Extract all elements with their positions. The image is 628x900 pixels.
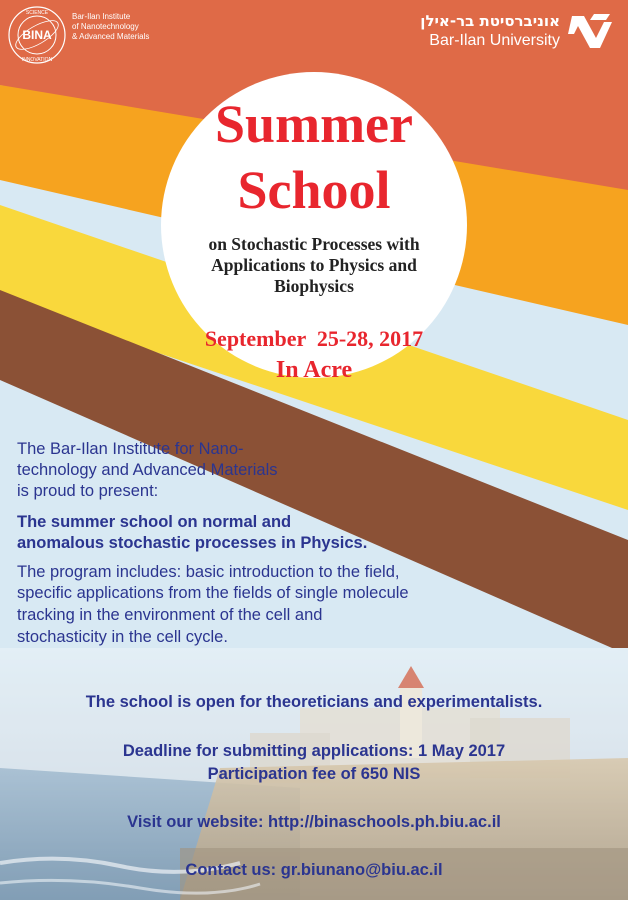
intro-line: The Bar-Ilan Institute for Nano- <box>17 440 244 458</box>
subtitle-line: Applications to Physics and <box>211 255 417 275</box>
intro-line: technology and Advanced Materials <box>17 461 278 479</box>
event-place: In Acre <box>275 357 353 383</box>
event-date: September 25-28, 2017 <box>204 326 424 351</box>
subtitle <box>166 234 462 297</box>
intro-line: is proud to present: <box>17 482 159 500</box>
bina-ring-word-top: SCIENCE <box>25 10 49 16</box>
bina-name-line: & Advanced Materials <box>72 32 150 41</box>
bina-ring-word-bottom: INNOVATION <box>21 57 53 63</box>
bina-name-line: Bar-Ilan Institute <box>72 12 131 21</box>
bina-name-line: of Nanotechnology <box>72 22 139 31</box>
intro-bold-line: The summer school on normal and <box>17 513 292 531</box>
program-line: specific applications from the fields of single molecule <box>17 584 409 602</box>
title-school: School <box>237 160 391 220</box>
program-line: tracking in the environment of the cell and <box>17 606 323 624</box>
open-to-text: The school is open for theoreticians and experimentalists. <box>85 693 543 711</box>
bina-logo-icon <box>6 4 68 66</box>
deadline-text: Deadline for submitting applications: 1 May 2017 <box>122 742 506 760</box>
bar-ilan-logo-icon <box>566 8 616 58</box>
subtitle-line: on Stochastic Processes with <box>208 234 420 254</box>
university-hebrew-name: אוניברסיטת בר-אילן <box>420 12 560 30</box>
fee-text: Participation fee of 650 NIS <box>207 765 421 783</box>
bina-institute-name <box>72 12 149 42</box>
bina-logo-text: BINA <box>22 28 52 42</box>
university-english-name: Bar-Ilan University <box>429 32 560 49</box>
title-summer: Summer <box>215 94 413 154</box>
program-line: stochasticity in the cell cycle. <box>17 628 228 646</box>
contact-email-link[interactable]: Contact us: gr.biunano@biu.ac.il <box>185 861 443 879</box>
website-link[interactable]: Visit our website: http://binaschools.ph.biu.ac.il <box>127 813 501 831</box>
intro-bold-line: anomalous stochastic processes in Physics. <box>17 534 368 552</box>
program-line: The program includes: basic introduction to the field, <box>17 563 400 581</box>
subtitle-line: Biophysics <box>274 276 354 296</box>
